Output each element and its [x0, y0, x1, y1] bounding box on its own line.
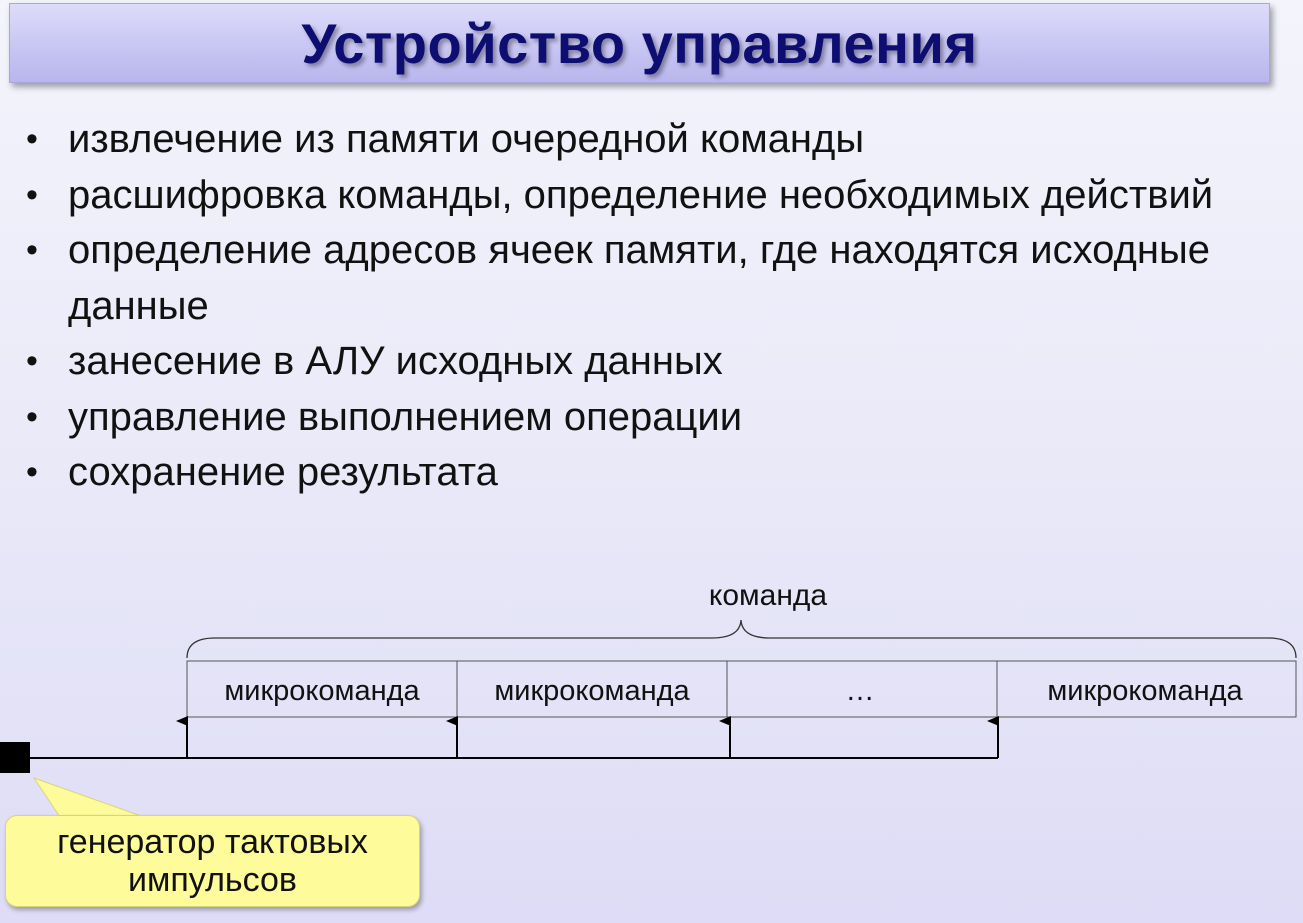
command-brace — [187, 620, 1296, 658]
callout-text: генератор тактовых импульсов — [57, 823, 368, 899]
cell-label: … — [845, 675, 875, 707]
bullet-dot-icon: • — [26, 342, 38, 380]
cell-label: микрокоманда — [224, 675, 420, 707]
brace-label: команда — [708, 579, 828, 612]
bullet-text: занесение в АЛУ исходных данных — [68, 339, 723, 383]
cell-label: микрокоманда — [494, 675, 690, 707]
bullet-text: сохранение результата — [68, 450, 498, 494]
bullet-text: определение адресов ячеек памяти, где находятся исходные данные — [68, 228, 1210, 328]
callout-box — [5, 815, 420, 907]
bullet-dot-icon: • — [26, 397, 38, 436]
bullet-dot-icon: • — [26, 175, 38, 214]
bullet-dot-icon: • — [26, 120, 38, 158]
bullet-text: управление выполнением операции — [68, 394, 743, 439]
cell-label: микрокоманда — [1047, 675, 1243, 707]
bullet-dot-icon: • — [26, 453, 38, 491]
generator-block — [0, 742, 30, 773]
bullet-dot-icon: • — [26, 231, 38, 269]
bullet-text: извлечение из памяти очередной команды — [68, 117, 865, 161]
bullet-text: расшифровка команды, определение необходимых действий — [68, 172, 1214, 217]
slide-title: Устройство управления — [301, 11, 978, 75]
